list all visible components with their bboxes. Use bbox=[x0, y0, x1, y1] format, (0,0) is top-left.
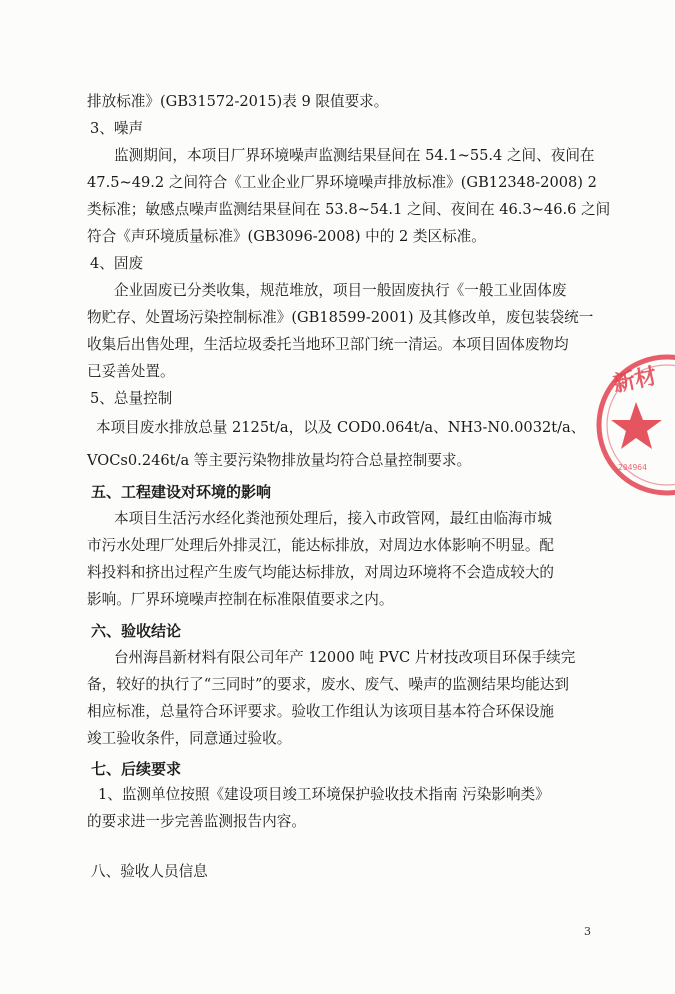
chapter-heading: 六、验收结论 bbox=[91, 622, 182, 640]
text-line: 类标准；敏感点噪声监测结果昼间在 53.8~54.1 之间、夜间在 46.3~46.6 之间 bbox=[87, 201, 611, 218]
chapter-heading: 七、后续要求 bbox=[91, 760, 182, 778]
seal-star-icon bbox=[611, 402, 662, 449]
text-line: 相应标准，总量符合环评要求。验收工作组认为该项目基本符合环保设施 bbox=[87, 703, 555, 720]
page-number: 3 bbox=[584, 925, 591, 938]
chapter-heading: 八、验收人员信息 bbox=[91, 863, 208, 880]
text-line: 47.5~49.2 之间符合《工业企业厂界环境噪声排放标准》(GB12348-2008) 2 bbox=[87, 174, 597, 191]
text-line: 企业固废已分类收集，规范堆放，项目一般固废执行《一般工业固体废 bbox=[114, 282, 567, 299]
text-line: 排放标准》(GB31572-2015)表 9 限值要求。 bbox=[87, 93, 389, 110]
text-line: 物贮存、处置场污染控制标准》(GB18599-2001) 及其修改单，废包装袋统一 bbox=[87, 309, 594, 326]
seal-text-top: 新材 bbox=[611, 363, 660, 398]
section-heading: 4、固废 bbox=[90, 255, 144, 272]
text-line: 监测期间，本项目厂界环境噪声监测结果昼间在 54.1~55.4 之间、夜间在 bbox=[114, 147, 595, 164]
section-heading: 5、总量控制 bbox=[90, 390, 173, 407]
text-line: 收集后出售处理，生活垃圾委托当地环卫部门统一清运。本项目固体废物均 bbox=[87, 336, 569, 353]
seal-code: 204964 bbox=[618, 463, 647, 472]
text-line: 台州海昌新材料有限公司年产 12000 吨 PVC 片材技改项目环保手续完 bbox=[114, 649, 576, 666]
text-line: 已妥善处置。 bbox=[87, 363, 175, 380]
text-line: 本项目废水排放总量 2125t/a，以及 COD0.064t/a、NH3-N0.0032t/a、 bbox=[96, 419, 586, 436]
chapter-heading: 五、工程建设对环境的影响 bbox=[91, 483, 272, 501]
text-line: 备，较好的执行了“三同时”的要求，废水、废气、噪声的监测结果均能达到 bbox=[87, 676, 569, 693]
official-seal-stamp bbox=[592, 350, 675, 500]
text-line: 影响。厂界环境噪声控制在标准限值要求之内。 bbox=[87, 591, 394, 608]
text-line: 本项目生活污水经化粪池预处理后，接入市政管网，最红由临海市城 bbox=[114, 510, 552, 527]
text-line: 符合《声环境质量标准》(GB3096-2008) 中的 2 类区标准。 bbox=[87, 228, 486, 245]
text-line: 料投料和挤出过程产生废气均能达标排放，对周边环境将不会造成较大的 bbox=[87, 564, 555, 581]
text-line: 的要求进一步完善监测报告内容。 bbox=[87, 813, 306, 830]
text-line: 1、监测单位按照《建设项目竣工环境保护验收技术指南 污染影响类》 bbox=[98, 786, 550, 803]
text-line: VOCs0.246t/a 等主要污染物排放量均符合总量控制要求。 bbox=[87, 452, 472, 469]
text-line: 竣工验收条件，同意通过验收。 bbox=[87, 730, 292, 747]
section-heading: 3、噪声 bbox=[90, 120, 144, 137]
text-line: 市污水处理厂处理后外排灵江，能达标排放，对周边水体影响不明显。配 bbox=[87, 537, 555, 554]
